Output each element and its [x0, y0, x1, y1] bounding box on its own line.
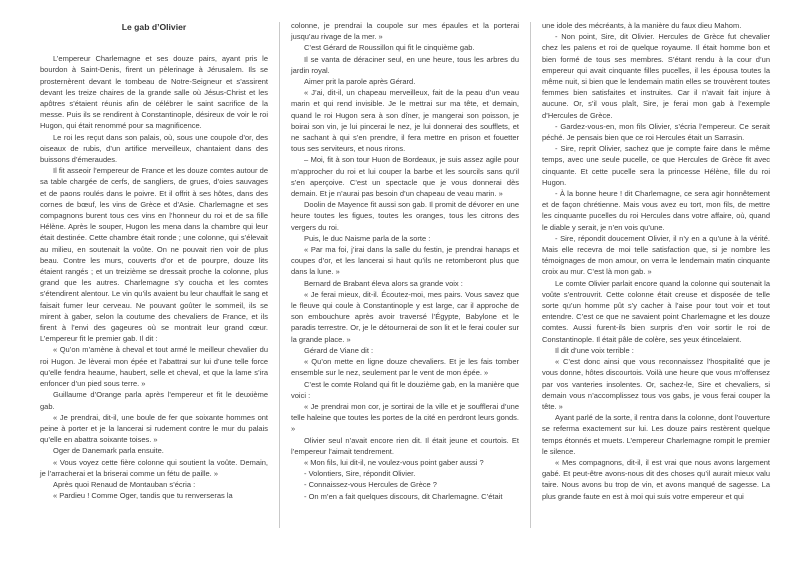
paragraph: Olivier seul n’avait encore rien dit. Il était jeune et courtois. Et l’empereur l’aimait tendrement.: [291, 435, 519, 456]
paragraph: « Je ferai mieux, dit-il. Écoutez-moi, mes pairs. Vous savez que le fleuve qui coule à Constantinople y est large, car il approche de son embouchure après avoir traversé l’Égypte, Babylone et le paradis terrestre. Or, je le détournerai de son lit et le ferai couler sur la grande place. »: [291, 289, 519, 344]
paragraph: Le roi les reçut dans son palais, où, sous une coupole d’or, des oiseaux de rubis, d’un artifice merveilleux, chantaient dans des buissons d’émeraudes.: [40, 132, 268, 165]
paragraph: - À la bonne heure ! dit Charlemagne, ce sera agir honnêtement et de façon chrétienne. Mais vous avez eu tort, mon fils, de mettre les cinquante pucelles du roi Hercules dans votre affaire, où, quand le diable y serait, je n’en vois qu’une.: [542, 189, 770, 232]
paragraph: « Pardieu ! Comme Oger, tandis que tu renverseras la: [53, 491, 233, 501]
paragraph: Il se vanta de déraciner seul, en une heure, tous les arbres du jardin royal.: [291, 54, 519, 75]
paragraph: - Sire, reprit Olivier, sachez que je compte faire dans le même temps, avec une seule pucelle, ce que Hercules de Grèce fit avec cinquante. Et cette pucelle sera la princesse Hélène, fille du roi Hugon.: [542, 144, 770, 187]
column-divider: [279, 22, 280, 528]
paragraph: Ayant parlé de la sorte, il rentra dans la colonne, dont l’ouverture se referma exactement sur lui. Les douze pairs restèrent quelque temps étonnés et muets. L’empereur Charlemagne rompit le premier le silence.: [542, 413, 770, 456]
paragraph: « C’est donc ainsi que vous reconnaissez l’hospitalité que je vous donne, hôtes discourtois. Voilà une heure que vous m’offensez par vos vanteries insolentes. Or, sachez-le, Sire et chevaliers, si demain vous n’accomplissez tous vos gabs, je vous ferai couper la tête. »: [542, 357, 770, 411]
paragraph: Guillaume d’Orange parla après l’empereur et fit le deuxième gab.: [40, 390, 268, 411]
paragraph: Puis, le duc Naisme parla de la sorte :: [304, 233, 431, 243]
paragraph: L’empereur Charlemagne et ses douze pairs, ayant pris le bourdon à Saint-Denis, firent un pèlerinage à Jérusalem. Ils se prosternèrent devant le tombeau de Notre-Seigneur et s’assirent devant les treize chaires de la grande salle où Jésus-Christ et les apôtres s’étaient réunis afin de célébrer le saint sacrifice de la messe. Puis ils se rendirent à Constantinople, désireux de voir le roi Hugon, qui était renommé pour sa magnificence.: [40, 54, 268, 131]
paragraph: Doolin de Mayence fit aussi son gab. Il promit de dévorer en une heure toutes les figues, toutes les oranges, tous les citrons des vergers du roi.: [291, 200, 519, 232]
paragraph: Il dit d’une voix terrible :: [555, 345, 634, 355]
paragraph-continuation: colonne, je prendrai la coupole sur mes épaules et la porterai jusqu’au rivage de la mer. »: [291, 21, 519, 42]
paragraph: « Je prendrai, dit-il, une boule de fer que soixante hommes ont peine à porter et je la lancerai si rudement contre le mur du palais qu’elle en abattra soixante toises. »: [40, 412, 268, 445]
paragraph: - Gardez-vous-en, mon fils Olivier, s’écria l’empereur. Ce serait péché. Je pensais bien que ce roi Hercules était un Sarrasin.: [542, 121, 770, 143]
paragraph: Bernard de Brabant éleva alors sa grande voix :: [304, 278, 463, 288]
paragraph: - On m’en a fait quelques discours, dit Charlemagne. C’était: [304, 491, 503, 501]
paragraph: - Non point, Sire, dit Olivier. Hercules de Grèce fut chevalier chez les païens et roi de quelque royaume. Il était homme bon et bien formé de tous ses membres. S’étant rendu à la cour d’un empereur qui avait cinquante filles pucelles, il les épousa toutes la même nuit, si bien que le lendemain matin elles se trouvèrent toutes femmes bien satisfaites et instruites. Car il n’avait fait injure à aucune. Or, s’il vous plaît, Sire, je ferai mon gab à l’exemple d’Hercules de Grèce.: [542, 32, 770, 120]
paragraph: « Mon fils, lui dit-il, ne voulez-vous point gaber aussi ?: [304, 457, 484, 467]
paragraph: « Je prendrai mon cor, je sortirai de la ville et je soufflerai d’une telle haleine que toutes les portes de la cité en perdront leurs gonds. »: [291, 401, 519, 434]
paragraph: « Vous voyez cette fière colonne qui soutient la voûte. Demain, je l’arracherai et la briserai comme un fétu de paille. »: [40, 457, 268, 478]
paragraph-continuation: une idole des mécréants, à la manière du faux dieu Mahom.: [542, 21, 742, 30]
paragraph: - Volontiers, Sire, répondit Olivier.: [304, 469, 416, 479]
column-divider: [530, 22, 531, 528]
paragraph: Gérard de Viane dit :: [304, 345, 374, 355]
text-column-3: [542, 20, 770, 566]
paragraph: Il fit asseoir l’empereur de France et les douze comtes autour de sa table chargée de cerfs, de sangliers, de grues, d’oies sauvages et de paons roulés dans le poivre. Et il offrit à ses hôtes, dans des cornes de bœuf, les vins de Grèce et d’Asie. Charlemagne et ses compagnons burent tous ces vins en l’honneur du roi et de sa fille Hélène. Après le souper, Hugon les mena dans la chambre qui leur était destinée. Cette chambre était ronde ; une colonne, qui s’élevait au milieu, en soutenait la voûte. On ne pouvait rien voir de plus beau. Contre les murs, couverts d’or et de pourpre, douze lits étaient rangés ; et un treizième se dressait proche la colonne, plus grand que les autres. Charlemagne s’y coucha et les comtes s’étendirent alentour. Le vin qu’ils avaient bu leur chauffait le sang et faisait fumer leur cerveau. Ne pouvant goûter le sommeil, ils se mirent à gaber, selon la coutume des chevaliers de France, et ils firent à l’envi des gageures où se montrait leur grand cœur. L’empereur fit le premier gab. Il dit :: [40, 166, 268, 344]
paragraph: C’est le comte Roland qui fit le douzième gab, en la manière que voici :: [291, 379, 519, 400]
paragraph: - Sire, répondit doucement Olivier, il n’y en a qu’une à la vérité. Mais elle recevra de moi telle satisfaction que, si je nombre les témoignages de mon amour, on verra le lendemain matin cinquante croix au mur. C’est là mon gab. »: [542, 233, 770, 277]
paragraph: « Mes compagnons, dit-il, il est vrai que nous avons largement gabé. Et peut-être avons-nous dit des choses qu’il aurait mieux valu taire. Nous avons bu trop de vin, et avons manqué de sagesse. La plus grande faute en est à moi qui suis votre empereur et qui: [542, 457, 770, 501]
paragraph: « Qu’on mette en ligne douze chevaliers. Et je les fais tomber ensemble sur le nez, seulement par le vent de mon épée. »: [291, 357, 519, 378]
paragraph: « Par ma foi, j’irai dans la salle du festin, je prendrai hanaps et coupes d’or, et les lancerai si haut qu’ils ne retomberont plus que dans la lune. »: [291, 245, 519, 277]
paragraph: Après quoi Renaud de Montauban s’écria :: [53, 479, 196, 489]
paragraph: Le comte Olivier parlait encore quand la colonne qui soutenait la voûte s’entrouvrit. Cette colonne était creuse et disposée de telle sorte qu’un homme pût s’y cacher à l’aise pour tout voir et tout entendre. C’est ce que ne savaient point Charlemagne et les douze comtes. Aussi furent-ils bien surpris d’en voir sortir le roi de Constantinople. Il était pâle de colère, ses yeux étincelaient.: [542, 278, 770, 344]
paragraph: C’est Gérard de Roussillon qui fit le cinquième gab.: [304, 43, 475, 53]
page-title: Le gab d’Olivier: [121, 22, 187, 32]
paragraph: Oger de Danemark parla ensuite.: [53, 446, 164, 456]
paragraph: - Connaissez-vous Hercules de Grèce ?: [304, 480, 437, 490]
text-column-1: [40, 20, 268, 566]
paragraph: « J’ai, dit-il, un chapeau merveilleux, fait de la peau d’un veau marin et qui rend invisible. Je le mettrai sur ma tête, et demain, quand le roi Hugon sera à son dîner, je mangerai son poisson, je boirai son vin, je lui pincerai le nez, je lui donnerai des soufflets, et ne sachant à qui s’en prendre, il fera mettre en prison et fouetter tous ses serviteurs, et nous rirons.: [291, 88, 519, 154]
paragraph: – Moi, fit à son tour Huon de Bordeaux, je suis assez agile pour m’approcher du roi et lui couper la barbe et les sourcils sans qu’il s’en aperçoive. C’est un spectacle que je vous donnerai dès demain. Et je n’aurai pas besoin d’un chapeau de veau marin. »: [291, 155, 519, 199]
paragraph: Aimer prit la parole après Gérard.: [304, 77, 416, 87]
text-column-2: [291, 20, 519, 566]
paragraph: « Qu’on m’amène à cheval et tout armé le meilleur chevalier du roi Hugon. Je lèverai mon épée et l’abattrai sur lui d’une telle force qu’elle fendra heaume, haubert, selle et cheval, et que la lame s’ira enfoncer d’un pied sous terre. »: [40, 345, 268, 389]
